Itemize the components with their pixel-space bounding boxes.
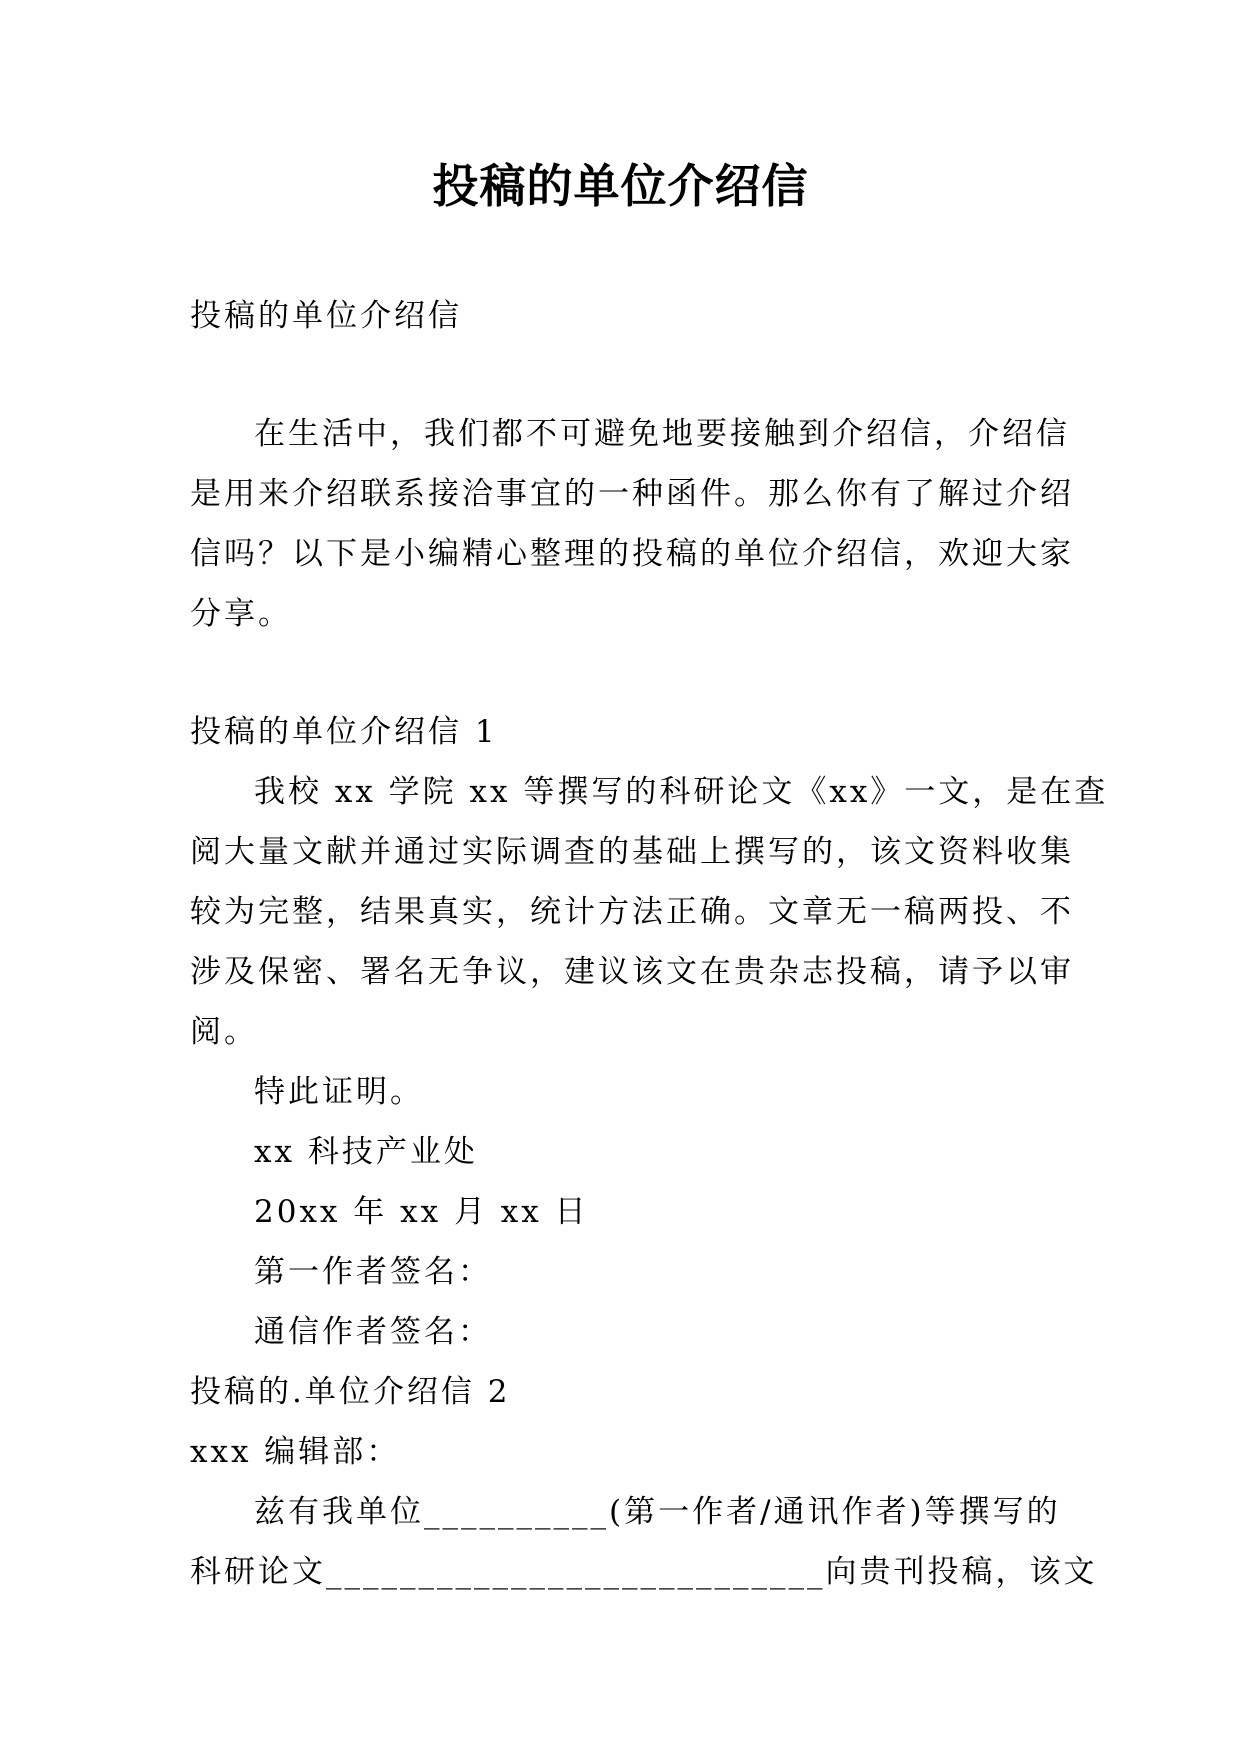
letter2-text: 科研论文 xyxy=(190,1554,326,1590)
letter1-org: xx 科技产业处 xyxy=(254,1134,478,1170)
letter2-salutation: xxx 编辑部： xyxy=(190,1434,401,1470)
letter2-body-line xyxy=(190,1482,1061,1542)
letter1-date: 20xx 年 xx 月 xx 日 xyxy=(254,1194,589,1230)
letter1-body-line: 阅大量文献并通过实际调查的基础上撰写的，该文资料收集 xyxy=(190,834,1074,870)
letter1-heading: 投稿的单位介绍信 1 xyxy=(190,714,498,750)
letter2-body-line xyxy=(190,1542,1098,1602)
letter2-blank: ___________________________ xyxy=(326,1554,826,1590)
letter1-body-line: 涉及保密、署名无争议，建议该文在贵杂志投稿，请予以审 xyxy=(190,954,1074,990)
letter2-text: 兹有我单位 xyxy=(254,1494,424,1530)
letter2-text: 向贵刊投稿，该文 xyxy=(825,1554,1098,1590)
letter2-heading: 投稿的.单位介绍信 2 xyxy=(190,1374,511,1410)
letter1-first-author-signature: 第一作者签名： xyxy=(254,1254,492,1290)
letter1-body-line: 我校 xx 学院 xx 等撰写的科研论文《xx》一文，是在查 xyxy=(254,774,1109,810)
letter1-body-line: 阅。 xyxy=(190,1014,258,1050)
letter1-corresponding-author-signature: 通信作者签名： xyxy=(254,1314,492,1350)
document-title: 投稿的单位介绍信 xyxy=(432,159,809,213)
letter2-text: (第一作者/通讯作者)等撰写的 xyxy=(609,1494,1061,1530)
letter1-body-line: 较为完整，结果真实，统计方法正确。文章无一稿两投、不 xyxy=(190,894,1074,930)
letter1-certify: 特此证明。 xyxy=(254,1074,424,1110)
document-body xyxy=(190,286,1109,1602)
intro-line: 在生活中，我们都不可避免地要接触到介绍信，介绍信 xyxy=(254,416,1070,452)
subtitle: 投稿的单位介绍信 xyxy=(190,298,462,334)
intro-line: 是用来介绍联系接洽事宜的一种函件。那么你有了解过介绍 xyxy=(190,476,1074,512)
intro-line: 分享。 xyxy=(190,596,292,632)
intro-line: 信吗？以下是小编精心整理的投稿的单位介绍信，欢迎大家 xyxy=(190,536,1074,572)
spacer xyxy=(190,644,1054,702)
spacer xyxy=(190,346,1054,404)
letter2-blank: __________ xyxy=(424,1494,609,1530)
